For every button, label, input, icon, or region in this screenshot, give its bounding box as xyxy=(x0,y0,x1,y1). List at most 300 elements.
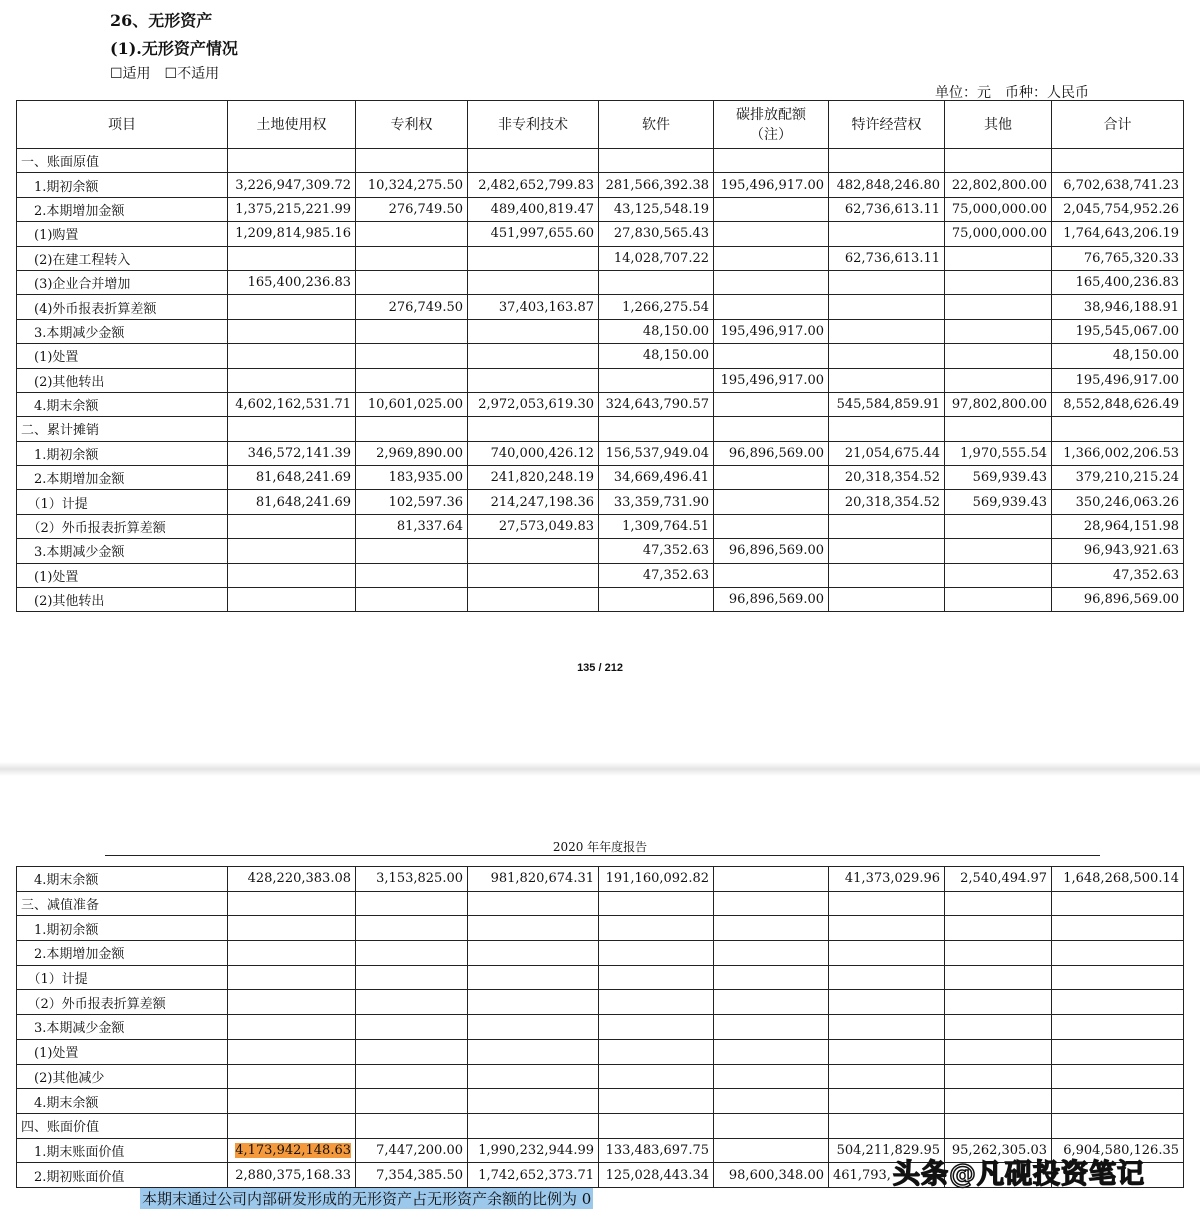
value-cell: 10,324,275.50 xyxy=(356,173,468,197)
value-cell xyxy=(228,344,356,368)
table-row xyxy=(17,246,1184,270)
value-cell xyxy=(714,1089,829,1114)
value-cell: 195,496,917.00 xyxy=(714,319,829,343)
highlighted-note: 本期末通过公司内部研发形成的无形资产占无形资产余额的比例为 0 xyxy=(142,1190,592,1208)
value-cell: 48,150.00 xyxy=(1052,344,1184,368)
value-cell xyxy=(356,891,468,916)
value-cell xyxy=(599,990,714,1015)
value-cell: 489,400,819.47 xyxy=(468,197,599,221)
value-cell xyxy=(468,1113,599,1138)
row-label: 3.本期减少金额 xyxy=(17,539,228,563)
value-cell xyxy=(356,563,468,587)
value-cell xyxy=(945,916,1052,941)
value-cell xyxy=(829,1039,945,1064)
value-cell: 2,540,494.97 xyxy=(945,867,1052,892)
value-cell xyxy=(468,149,599,173)
value-cell: 33,359,731.90 xyxy=(599,490,714,514)
value-cell xyxy=(468,1089,599,1114)
table-row xyxy=(17,990,1184,1015)
value-cell: 96,896,569.00 xyxy=(1052,588,1184,612)
row-label: 3.本期减少金额 xyxy=(17,319,228,343)
value-cell xyxy=(714,222,829,246)
value-cell: 38,946,188.91 xyxy=(1052,295,1184,319)
value-cell: 461,793, xyxy=(829,1163,945,1188)
value-cell xyxy=(468,563,599,587)
value-cell xyxy=(714,392,829,416)
value-cell: 276,749.50 xyxy=(356,197,468,221)
value-cell xyxy=(945,941,1052,966)
value-cell xyxy=(829,319,945,343)
page-number: 135 / 212 xyxy=(577,662,623,674)
row-label: 1.期末账面价值 xyxy=(17,1138,228,1163)
value-cell: 1,764,643,206.19 xyxy=(1052,222,1184,246)
value-cell: 8,552,848,626.49 xyxy=(1052,392,1184,416)
value-cell: 981,820,674.31 xyxy=(468,867,599,892)
value-cell xyxy=(714,417,829,441)
value-cell xyxy=(356,916,468,941)
value-cell xyxy=(228,1064,356,1089)
value-cell xyxy=(468,941,599,966)
value-cell xyxy=(468,1015,599,1040)
value-cell xyxy=(829,916,945,941)
value-cell xyxy=(945,1089,1052,1114)
column-header: 特许经营权 xyxy=(829,101,945,149)
value-cell xyxy=(1052,1113,1184,1138)
row-label: (1)处置 xyxy=(17,1039,228,1064)
value-cell xyxy=(829,1113,945,1138)
value-cell xyxy=(1052,1039,1184,1064)
value-cell: 48,150.00 xyxy=(599,344,714,368)
value-cell xyxy=(829,295,945,319)
watermark: 头条@凡砚投资笔记 xyxy=(893,1159,1145,1190)
row-label: (3)企业合并增加 xyxy=(17,270,228,294)
value-cell xyxy=(714,270,829,294)
value-cell: 2,482,652,799.83 xyxy=(468,173,599,197)
value-cell xyxy=(228,368,356,392)
value-cell: 1,742,652,373.71 xyxy=(468,1163,599,1188)
table-row xyxy=(17,941,1184,966)
intangible-assets-table xyxy=(16,100,1184,612)
table-row xyxy=(17,563,1184,587)
value-cell: 451,997,655.60 xyxy=(468,222,599,246)
value-cell: 125,028,443.34 xyxy=(599,1163,714,1188)
row-label: （2）外币报表折算差额 xyxy=(17,990,228,1015)
value-cell xyxy=(1052,149,1184,173)
value-cell xyxy=(829,344,945,368)
value-cell xyxy=(829,1064,945,1089)
value-cell: 37,403,163.87 xyxy=(468,295,599,319)
value-cell xyxy=(945,246,1052,270)
value-cell xyxy=(228,246,356,270)
value-cell: 428,220,383.08 xyxy=(228,867,356,892)
unit-label: 单位：元 币种：人民币 xyxy=(935,85,1089,101)
value-cell: 96,896,569.00 xyxy=(714,588,829,612)
value-cell: 6,702,638,741.23 xyxy=(1052,173,1184,197)
value-cell xyxy=(468,539,599,563)
value-cell xyxy=(829,417,945,441)
row-label: （1）计提 xyxy=(17,490,228,514)
table-row xyxy=(17,149,1184,173)
table-row xyxy=(17,965,1184,990)
value-cell: 96,943,921.63 xyxy=(1052,539,1184,563)
value-cell: 1,375,215,221.99 xyxy=(228,197,356,221)
value-cell xyxy=(228,514,356,538)
value-cell xyxy=(945,368,1052,392)
value-cell: 350,246,063.26 xyxy=(1052,490,1184,514)
value-cell xyxy=(599,1064,714,1089)
value-cell: 62,736,613.11 xyxy=(829,246,945,270)
row-label: (2)其他转出 xyxy=(17,588,228,612)
value-cell xyxy=(228,1138,356,1163)
table-row xyxy=(17,490,1184,514)
value-cell xyxy=(945,295,1052,319)
value-cell: 47,352.63 xyxy=(1052,563,1184,587)
value-cell: 95,262,305.03 xyxy=(945,1138,1052,1163)
value-cell xyxy=(356,1089,468,1114)
value-cell: 133,483,697.75 xyxy=(599,1138,714,1163)
value-cell xyxy=(714,891,829,916)
value-cell xyxy=(468,368,599,392)
value-cell xyxy=(829,149,945,173)
value-cell xyxy=(829,1015,945,1040)
value-cell xyxy=(599,1113,714,1138)
value-cell: 27,830,565.43 xyxy=(599,222,714,246)
table-row xyxy=(17,1113,1184,1138)
value-cell xyxy=(468,417,599,441)
value-cell: 6,904,580,126.35 xyxy=(1052,1138,1184,1163)
value-cell xyxy=(1052,1015,1184,1040)
value-cell xyxy=(945,588,1052,612)
value-cell xyxy=(714,1015,829,1040)
value-cell xyxy=(468,246,599,270)
column-header: 项目 xyxy=(17,101,228,149)
column-header: 非专利技术 xyxy=(468,101,599,149)
row-label: （1）计提 xyxy=(17,965,228,990)
value-cell xyxy=(945,270,1052,294)
value-cell xyxy=(714,965,829,990)
value-cell: 81,648,241.69 xyxy=(228,490,356,514)
table-row xyxy=(17,173,1184,197)
value-cell xyxy=(599,149,714,173)
value-cell: 1,209,814,985.16 xyxy=(228,222,356,246)
value-cell xyxy=(714,295,829,319)
report-header: 2020 年年度报告 xyxy=(552,840,648,854)
value-cell xyxy=(599,270,714,294)
value-cell xyxy=(599,1089,714,1114)
value-cell: 195,496,917.00 xyxy=(714,368,829,392)
value-cell xyxy=(829,514,945,538)
row-label: 4.期末余额 xyxy=(17,1089,228,1114)
table-row xyxy=(17,295,1184,319)
value-cell: 75,000,000.00 xyxy=(945,197,1052,221)
value-cell: 165,400,236.83 xyxy=(228,270,356,294)
value-cell xyxy=(714,990,829,1015)
value-cell xyxy=(228,563,356,587)
value-cell: 7,354,385.50 xyxy=(356,1163,468,1188)
value-cell xyxy=(356,344,468,368)
value-cell xyxy=(356,222,468,246)
table-row xyxy=(17,539,1184,563)
table-row xyxy=(17,916,1184,941)
value-cell xyxy=(228,319,356,343)
table-row xyxy=(17,319,1184,343)
row-label: (1)处置 xyxy=(17,344,228,368)
value-cell xyxy=(468,990,599,1015)
value-cell xyxy=(356,941,468,966)
intangible-assets-table-continued xyxy=(16,866,1184,1188)
row-label: (2)其他转出 xyxy=(17,368,228,392)
value-cell: 195,545,067.00 xyxy=(1052,319,1184,343)
value-cell: 43,125,548.19 xyxy=(599,197,714,221)
value-cell: 195,496,917.00 xyxy=(714,173,829,197)
value-cell xyxy=(599,1015,714,1040)
column-header: 碳排放配额 （注） xyxy=(714,101,829,149)
value-cell xyxy=(228,539,356,563)
table-row xyxy=(17,466,1184,490)
subsection-heading: (1).无形资产情况 xyxy=(110,39,238,58)
header-rule xyxy=(105,855,1100,856)
value-cell: 81,648,241.69 xyxy=(228,466,356,490)
value-cell xyxy=(714,1138,829,1163)
value-cell xyxy=(228,417,356,441)
row-label: （2）外币报表折算差额 xyxy=(17,514,228,538)
value-cell xyxy=(945,1039,1052,1064)
row-label: 一、账面原值 xyxy=(17,149,228,173)
value-cell xyxy=(714,563,829,587)
value-cell xyxy=(599,916,714,941)
value-cell xyxy=(1052,1089,1184,1114)
row-label: (1)购置 xyxy=(17,222,228,246)
value-cell xyxy=(468,891,599,916)
value-cell xyxy=(829,1089,945,1114)
value-cell xyxy=(468,1064,599,1089)
value-cell: 324,643,790.57 xyxy=(599,392,714,416)
value-cell: 34,669,496.41 xyxy=(599,466,714,490)
table-row xyxy=(17,1089,1184,1114)
value-cell: 2,045,754,952.26 xyxy=(1052,197,1184,221)
value-cell: 241,820,248.19 xyxy=(468,466,599,490)
value-cell xyxy=(468,916,599,941)
value-cell xyxy=(599,368,714,392)
section-heading: 26、无形资产 xyxy=(110,11,213,30)
value-cell: 1,366,002,206.53 xyxy=(1052,441,1184,465)
value-cell xyxy=(228,1039,356,1064)
table-row xyxy=(17,867,1184,892)
column-header: 其他 xyxy=(945,101,1052,149)
row-label: 1.期初余额 xyxy=(17,441,228,465)
value-cell xyxy=(356,368,468,392)
value-cell xyxy=(1052,417,1184,441)
value-cell: 41,373,029.96 xyxy=(829,867,945,892)
value-cell xyxy=(599,941,714,966)
row-label: 3.本期减少金额 xyxy=(17,1015,228,1040)
row-label: (2)其他减少 xyxy=(17,1064,228,1089)
value-cell xyxy=(829,563,945,587)
value-cell: 1,970,555.54 xyxy=(945,441,1052,465)
value-cell: 1,648,268,500.14 xyxy=(1052,867,1184,892)
table-row xyxy=(17,417,1184,441)
value-cell: 740,000,426.12 xyxy=(468,441,599,465)
value-cell xyxy=(356,539,468,563)
value-cell xyxy=(1052,965,1184,990)
value-cell: 281,566,392.38 xyxy=(599,173,714,197)
value-cell xyxy=(228,295,356,319)
value-cell xyxy=(714,941,829,966)
row-label: 2.本期增加金额 xyxy=(17,941,228,966)
value-cell: 96,896,569.00 xyxy=(714,441,829,465)
applicability-options: ☐适用 ☐不适用 xyxy=(110,66,220,82)
value-cell xyxy=(945,990,1052,1015)
value-cell xyxy=(829,539,945,563)
value-cell xyxy=(356,417,468,441)
value-cell: 62,736,613.11 xyxy=(829,197,945,221)
value-cell: 1,990,232,944.99 xyxy=(468,1138,599,1163)
value-cell xyxy=(714,916,829,941)
value-cell xyxy=(228,891,356,916)
table-row xyxy=(17,368,1184,392)
value-cell: 96,896,569.00 xyxy=(714,539,829,563)
value-cell xyxy=(356,1039,468,1064)
value-cell: 276,749.50 xyxy=(356,295,468,319)
value-cell xyxy=(599,417,714,441)
value-cell: 81,337.64 xyxy=(356,514,468,538)
value-cell: 545,584,859.91 xyxy=(829,392,945,416)
value-cell xyxy=(228,941,356,966)
value-cell xyxy=(228,588,356,612)
value-cell xyxy=(228,1015,356,1040)
value-cell xyxy=(228,990,356,1015)
value-cell xyxy=(1052,1064,1184,1089)
value-cell xyxy=(714,246,829,270)
value-cell xyxy=(829,941,945,966)
value-cell: 20,318,354.52 xyxy=(829,490,945,514)
value-cell: 195,496,917.00 xyxy=(1052,368,1184,392)
value-cell xyxy=(599,588,714,612)
value-cell: 191,160,092.82 xyxy=(599,867,714,892)
value-cell xyxy=(714,149,829,173)
row-label: 4.期末余额 xyxy=(17,392,228,416)
value-cell xyxy=(714,1039,829,1064)
value-cell: 504,211,829.95 xyxy=(829,1138,945,1163)
value-cell xyxy=(599,1039,714,1064)
table-row xyxy=(17,514,1184,538)
row-label: 1.期初余额 xyxy=(17,173,228,197)
value-cell xyxy=(945,891,1052,916)
value-cell xyxy=(1052,916,1184,941)
value-cell xyxy=(228,965,356,990)
value-cell xyxy=(356,270,468,294)
row-label: (2)在建工程转入 xyxy=(17,246,228,270)
value-cell xyxy=(468,1039,599,1064)
value-cell: 4,602,162,531.71 xyxy=(228,392,356,416)
value-cell xyxy=(356,1015,468,1040)
value-cell xyxy=(945,539,1052,563)
value-cell xyxy=(714,197,829,221)
value-cell xyxy=(356,149,468,173)
value-cell xyxy=(945,1064,1052,1089)
value-cell: 569,939.43 xyxy=(945,466,1052,490)
value-cell: 48,150.00 xyxy=(599,319,714,343)
value-cell: 214,247,198.36 xyxy=(468,490,599,514)
value-cell xyxy=(468,270,599,294)
table-row xyxy=(17,392,1184,416)
table-row xyxy=(17,197,1184,221)
value-cell xyxy=(714,490,829,514)
row-label: (4)外币报表折算差额 xyxy=(17,295,228,319)
row-label: 4.期末余额 xyxy=(17,867,228,892)
value-cell xyxy=(468,319,599,343)
value-cell xyxy=(829,965,945,990)
row-label: 三、减值准备 xyxy=(17,891,228,916)
value-cell xyxy=(1052,990,1184,1015)
value-cell xyxy=(356,1064,468,1089)
column-header: 专利权 xyxy=(356,101,468,149)
value-cell: 28,964,151.98 xyxy=(1052,514,1184,538)
value-cell xyxy=(945,1113,1052,1138)
row-label: 2.本期增加金额 xyxy=(17,197,228,221)
value-cell: 10,601,025.00 xyxy=(356,392,468,416)
value-cell xyxy=(228,1089,356,1114)
value-cell xyxy=(599,965,714,990)
value-cell: 2,972,053,619.30 xyxy=(468,392,599,416)
value-cell xyxy=(829,222,945,246)
value-cell xyxy=(714,514,829,538)
value-cell xyxy=(945,344,1052,368)
value-cell xyxy=(945,319,1052,343)
row-label: 1.期初余额 xyxy=(17,916,228,941)
value-cell xyxy=(714,466,829,490)
value-cell xyxy=(945,514,1052,538)
table-header-row xyxy=(17,101,1184,149)
value-cell: 379,210,215.24 xyxy=(1052,466,1184,490)
table-row xyxy=(17,1039,1184,1064)
table-row xyxy=(17,1064,1184,1089)
value-cell: 569,939.43 xyxy=(945,490,1052,514)
table-row xyxy=(17,588,1184,612)
value-cell: 75,000,000.00 xyxy=(945,222,1052,246)
value-cell xyxy=(468,344,599,368)
column-header: 软件 xyxy=(599,101,714,149)
value-cell xyxy=(356,319,468,343)
row-label: 2.期初账面价值 xyxy=(17,1163,228,1188)
value-cell xyxy=(228,149,356,173)
value-cell: 47,352.63 xyxy=(599,563,714,587)
value-cell: 27,573,049.83 xyxy=(468,514,599,538)
value-cell: 1,266,275.54 xyxy=(599,295,714,319)
value-cell: 3,226,947,309.72 xyxy=(228,173,356,197)
value-cell xyxy=(714,344,829,368)
table-row xyxy=(17,441,1184,465)
value-cell xyxy=(945,563,1052,587)
value-cell: 1,309,764.51 xyxy=(599,514,714,538)
value-cell xyxy=(945,965,1052,990)
value-cell: 346,572,141.39 xyxy=(228,441,356,465)
value-cell xyxy=(356,588,468,612)
table-row xyxy=(17,270,1184,294)
value-cell xyxy=(945,149,1052,173)
value-cell: 47,352.63 xyxy=(599,539,714,563)
row-label: 二、累计摊销 xyxy=(17,417,228,441)
value-cell: 156,537,949.04 xyxy=(599,441,714,465)
value-cell xyxy=(829,368,945,392)
value-cell: 2,880,375,168.33 xyxy=(228,1163,356,1188)
value-cell: 183,935.00 xyxy=(356,466,468,490)
row-label: 四、账面价值 xyxy=(17,1113,228,1138)
value-cell: 98,600,348.00 xyxy=(714,1163,829,1188)
page-separator xyxy=(0,762,1200,776)
value-cell xyxy=(356,990,468,1015)
value-cell: 21,054,675.44 xyxy=(829,441,945,465)
